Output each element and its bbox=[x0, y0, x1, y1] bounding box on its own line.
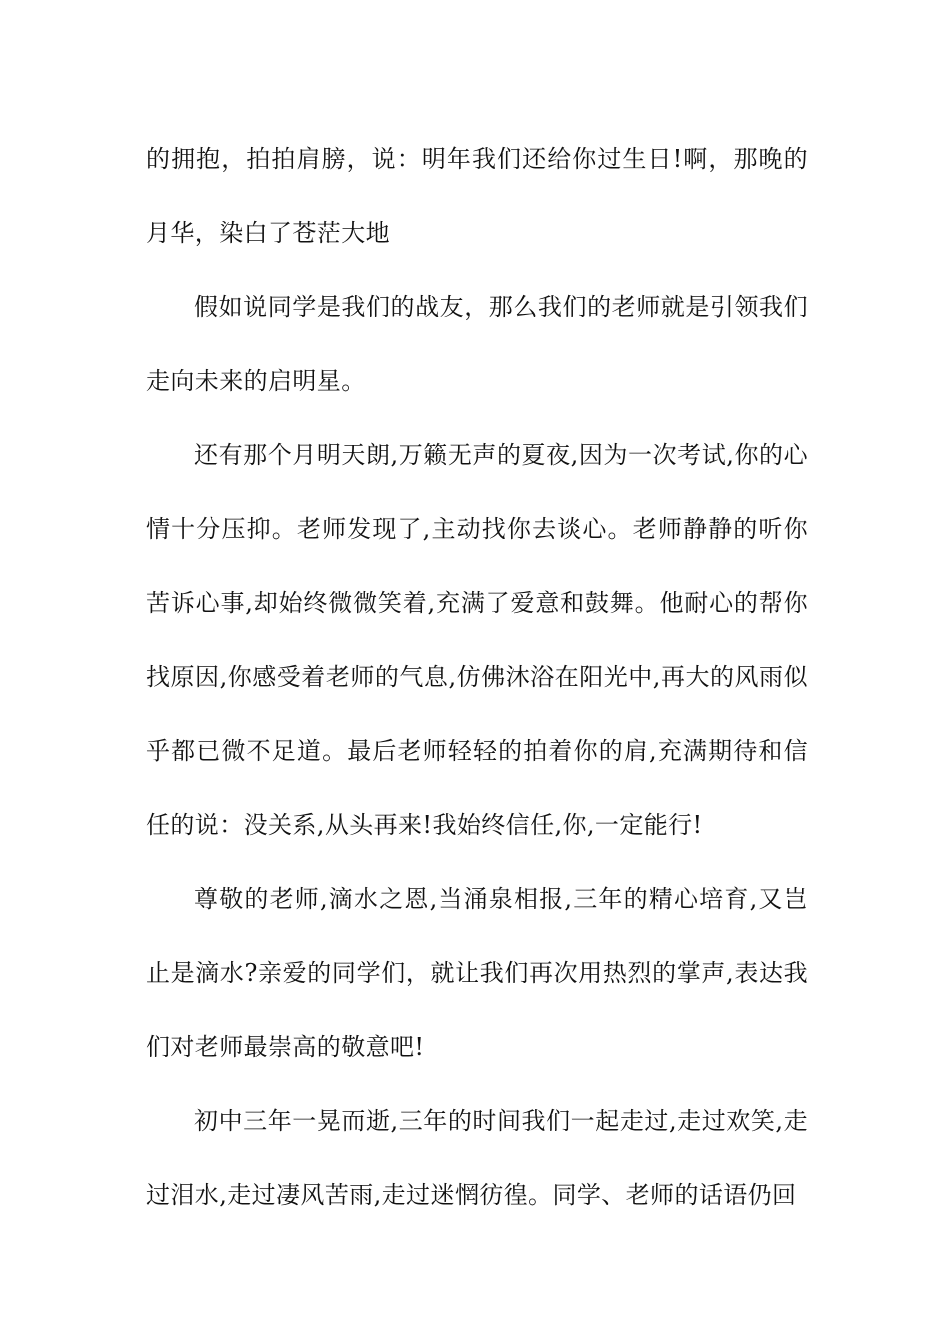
paragraph-4: 尊敬的老师,滴水之恩,当涌泉相报,三年的精心培育,又岂止是滴水?亲爱的同学们，就让我们再次用热烈的掌声,表达我们对老师最崇高的敬意吧! bbox=[146, 885, 808, 1061]
paragraph-1: 的拥抱，拍拍肩膀，说：明年我们还给你过生日!啊，那晚的月华，染白了苍茫大地 bbox=[146, 145, 808, 247]
document-body bbox=[146, 122, 808, 1232]
paragraph-5: 初中三年一晃而逝,三年的时间我们一起走过,走过欢笑,走过泪水,走过凄风苦雨,走过迷惘彷徨。同学、老师的话语仍回 bbox=[146, 1107, 808, 1209]
paragraph-3: 还有那个月明天朗,万籁无声的夏夜,因为一次考试,你的心情十分压抑。老师发现了,主动找你去谈心。老师静静的听你苦诉心事,却始终微微笑着,充满了爱意和鼓舞。他耐心的帮你找原因,你感受着老师的气息,仿佛沐浴在阳光中,再大的风雨似乎都已微不足道。最后老师轻轻的拍着你的肩,充满期待和信任的说：没关系,从头再来!我始终信任,你,一定能行! bbox=[146, 441, 808, 839]
paragraph-2: 假如说同学是我们的战友，那么我们的老师就是引领我们走向未来的启明星。 bbox=[146, 293, 808, 395]
